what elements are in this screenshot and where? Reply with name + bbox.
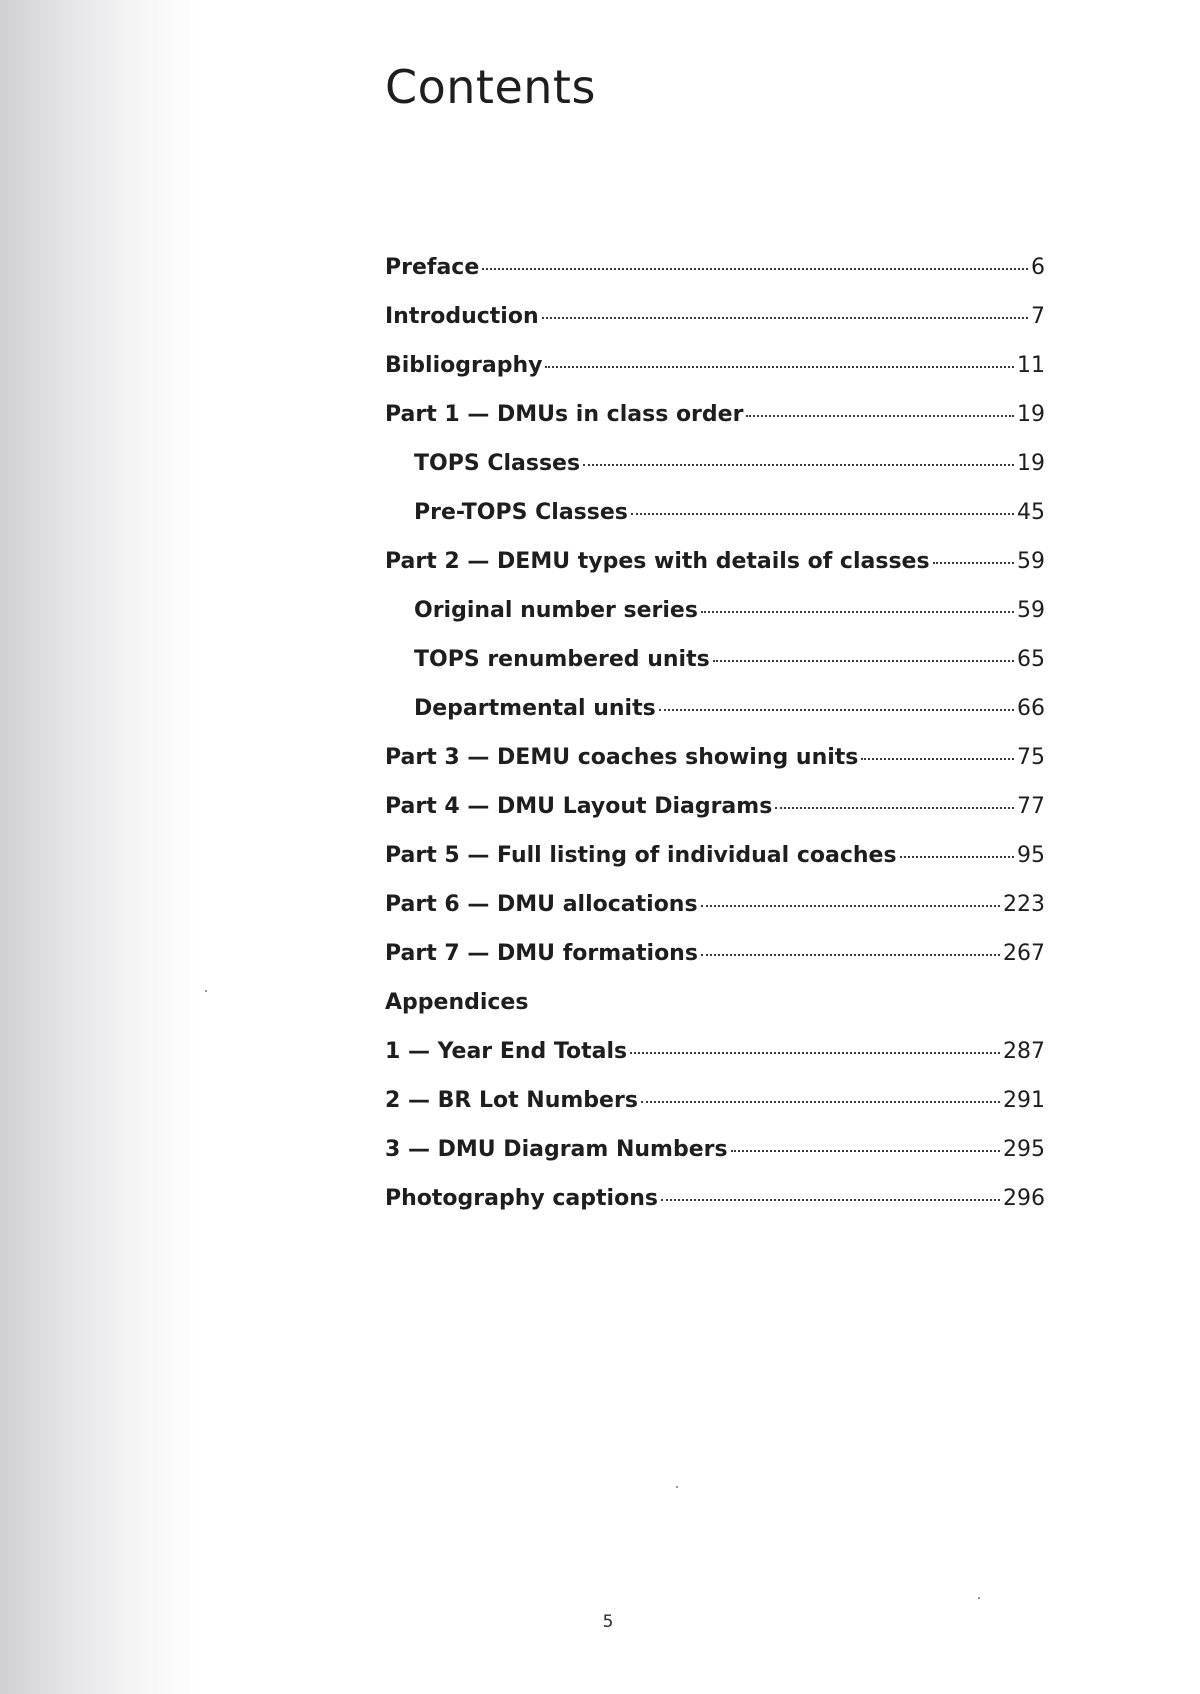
toc-entry-page: 59 <box>1017 598 1045 623</box>
toc-entry-label: TOPS Classes <box>414 451 581 476</box>
dot-leader <box>583 464 1014 466</box>
toc-entry-label: Part 2 — DEMU types with details of classes <box>385 549 930 574</box>
toc-entry-label: Pre-TOPS Classes <box>414 500 628 525</box>
dot-leader <box>630 1052 1000 1054</box>
toc-entry-label: Part 1 — DMUs in class order <box>385 402 744 427</box>
toc-entry-label: Introduction <box>385 304 539 329</box>
paper-speck <box>978 1597 980 1599</box>
toc-entry-page: 6 <box>1031 255 1045 280</box>
toc-entry[interactable] <box>385 1039 1045 1088</box>
toc-entry-page: 45 <box>1017 500 1045 525</box>
dot-leader <box>731 1150 1000 1152</box>
dot-leader <box>746 415 1014 417</box>
toc-entry[interactable] <box>385 647 1045 696</box>
toc-entry-page: 95 <box>1017 843 1045 868</box>
page-gutter-shadow <box>0 0 200 1694</box>
paper-speck <box>676 1486 678 1488</box>
dot-leader <box>861 758 1014 760</box>
dot-leader <box>661 1199 1000 1201</box>
toc-entry-label: Appendices <box>385 990 529 1015</box>
toc-entry-page: 267 <box>1003 941 1045 966</box>
dot-leader <box>482 268 1028 270</box>
toc-entry-label: Original number series <box>414 598 698 623</box>
toc-entry-label: Part 7 — DMU formations <box>385 941 698 966</box>
toc-entry[interactable] <box>385 941 1045 990</box>
dot-leader <box>701 905 1000 907</box>
toc-entry-page: 19 <box>1017 451 1045 476</box>
toc-entry-label: 2 — BR Lot Numbers <box>385 1088 638 1113</box>
dot-leader <box>701 611 1014 613</box>
toc-entry-label: Part 3 — DEMU coaches showing units <box>385 745 859 770</box>
toc-entry[interactable] <box>385 696 1045 745</box>
toc-entry-page: 65 <box>1017 647 1045 672</box>
toc-entry-page: 19 <box>1017 402 1045 427</box>
toc-entry-page: 11 <box>1017 353 1045 378</box>
table-of-contents <box>385 255 1045 1235</box>
toc-entry[interactable] <box>385 402 1045 451</box>
toc-entry[interactable] <box>385 1186 1045 1235</box>
toc-entry-page: 296 <box>1003 1186 1045 1211</box>
toc-entry[interactable] <box>385 451 1045 500</box>
dot-leader <box>900 856 1014 858</box>
dot-leader <box>641 1101 1000 1103</box>
paper-speck <box>205 990 207 992</box>
toc-entry[interactable] <box>385 745 1045 794</box>
toc-entry[interactable] <box>385 598 1045 647</box>
toc-entry-label: TOPS renumbered units <box>414 647 710 672</box>
toc-entry[interactable] <box>385 500 1045 549</box>
dot-leader <box>701 954 1000 956</box>
toc-entry[interactable] <box>385 1088 1045 1137</box>
dot-leader <box>713 660 1014 662</box>
toc-entry-label: 3 — DMU Diagram Numbers <box>385 1137 728 1162</box>
toc-entry-page: 66 <box>1017 696 1045 721</box>
toc-entry-page: 223 <box>1003 892 1045 917</box>
dot-leader <box>545 366 1014 368</box>
toc-entry[interactable] <box>385 990 1045 1039</box>
page-title: Contents <box>385 60 596 114</box>
toc-entry-label: Part 6 — DMU allocations <box>385 892 698 917</box>
toc-entry-label: Part 5 — Full listing of individual coaches <box>385 843 897 868</box>
toc-entry[interactable] <box>385 892 1045 941</box>
dot-leader <box>542 317 1028 319</box>
toc-entry-page: 291 <box>1003 1088 1045 1113</box>
toc-entry-page: 77 <box>1017 794 1045 819</box>
toc-entry-label: Preface <box>385 255 480 280</box>
toc-entry-label: Departmental units <box>414 696 656 721</box>
toc-entry-label: Photography captions <box>385 1186 658 1211</box>
toc-entry-label: Bibliography <box>385 353 543 378</box>
page-number: 5 <box>602 1612 614 1632</box>
dot-leader <box>659 709 1014 711</box>
toc-entry[interactable] <box>385 304 1045 353</box>
toc-entry[interactable] <box>385 794 1045 843</box>
toc-entry[interactable] <box>385 549 1045 598</box>
dot-leader <box>933 562 1014 564</box>
toc-entry-label: Part 4 — DMU Layout Diagrams <box>385 794 773 819</box>
toc-entry[interactable] <box>385 255 1045 304</box>
toc-entry-page: 295 <box>1003 1137 1045 1162</box>
toc-entry[interactable] <box>385 1137 1045 1186</box>
toc-entry[interactable] <box>385 843 1045 892</box>
toc-entry-page: 287 <box>1003 1039 1045 1064</box>
dot-leader <box>775 807 1014 809</box>
toc-entry-page: 59 <box>1017 549 1045 574</box>
toc-entry-page: 75 <box>1017 745 1045 770</box>
toc-entry[interactable] <box>385 353 1045 402</box>
toc-entry-label: 1 — Year End Totals <box>385 1039 628 1064</box>
dot-leader <box>631 513 1014 515</box>
toc-entry-page: 7 <box>1031 304 1045 329</box>
